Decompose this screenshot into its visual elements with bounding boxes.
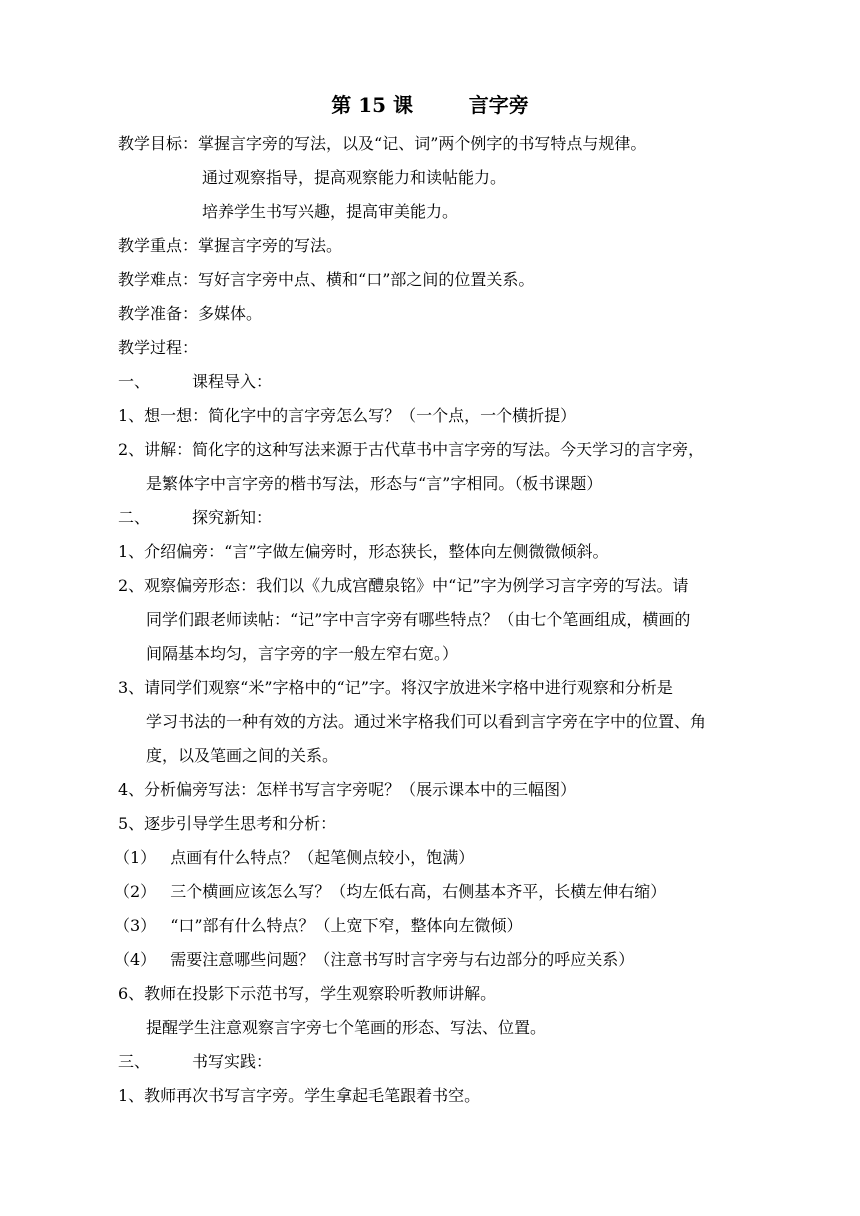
section-2-heading: [118, 508, 758, 528]
s2-item-3: 3、请同学们观察“米”字格中的“记”字。将汉字放进米字格中进行观察和分析是: [118, 678, 673, 697]
section-2-title: 探究新知：: [192, 508, 273, 527]
preparation-label: 教学准备：: [118, 304, 199, 323]
difficulty-line: [118, 270, 758, 290]
section-1-title: 课程导入：: [192, 372, 273, 391]
s2-item-2-cont-1: 同学们跟老师读帖：“记”字中言字旁有哪些特点？（由七个笔画组成，横画的: [146, 610, 691, 629]
lesson-title: 第 15 课 言字旁: [331, 93, 529, 117]
question-3-text: “口”部有什么特点？（上宽下窄，整体向左微倾）: [170, 916, 523, 935]
question-1-text: 点画有什么特点？（起笔侧点较小，饱满）: [170, 848, 475, 867]
section-3-title: 书写实践：: [192, 1052, 273, 1071]
section-2-number: 二、: [118, 508, 151, 527]
s2-item-6-cont: 提醒学生注意观察言字旁七个笔画的形态、写法、位置。: [146, 1018, 547, 1037]
s2-item-3-cont-2: 度，以及笔画之间的关系。: [146, 746, 339, 765]
section-3-number: 三、: [118, 1052, 151, 1071]
s2-item-2: 2、观察偏旁形态：我们以《九成宫醴泉铭》中“记”字为例学习言字旁的写法。请: [118, 576, 689, 595]
s1-item-2: 2、讲解：简化字的这种写法来源于古代草书中言字旁的写法。今天学习的言字旁，: [118, 440, 705, 459]
question-1: [114, 848, 754, 868]
focus-label: 教学重点：: [118, 236, 199, 255]
question-2: [114, 882, 754, 902]
question-3-number: （3）: [114, 916, 157, 935]
difficulty-text: 写好言字旁中点、横和“口”部之间的位置关系。: [198, 270, 535, 289]
question-4-text: 需要注意哪些问题？（注意书写时言字旁与右边部分的呼应关系）: [170, 950, 635, 969]
s2-item-1: 1、介绍偏旁：“言”字做左偏旁时，形态狭长，整体向左侧微微倾斜。: [118, 542, 609, 561]
section-1-heading: [118, 372, 758, 392]
question-2-number: （2）: [114, 882, 157, 901]
s2-item-5: 5、逐步引导学生思考和分析：: [118, 814, 337, 833]
objectives-text-1: 掌握言字旁的写法，以及“记、词”两个例字的书写特点与规律。: [198, 134, 647, 153]
preparation-line: [118, 304, 758, 324]
s2-item-3-cont-1: 学习书法的一种有效的方法。通过米字格我们可以看到言字旁在字中的位置、角: [146, 712, 707, 731]
focus-line: [118, 236, 758, 256]
process-label: 教学过程：: [118, 338, 199, 357]
s1-item-2-cont: 是繁体字中言字旁的楷书写法，形态与“言”字相同。（板书课题）: [146, 474, 603, 493]
objectives-text-2: 通过观察指导，提高观察能力和读帖能力。: [202, 168, 507, 187]
s1-item-1: 1、想一想：简化字中的言字旁怎么写？（一个点，一个横折提）: [118, 406, 577, 425]
question-3: [114, 916, 754, 936]
objectives-text-3: 培养学生书写兴趣，提高审美能力。: [202, 202, 459, 221]
s2-item-6: 6、教师在投影下示范书写，学生观察聆听教师讲解。: [118, 984, 497, 1003]
s2-item-2-cont-2: 间隔基本均匀，言字旁的字一般左窄右宽。）: [146, 644, 459, 663]
s3-item-1: 1、教师再次书写言字旁。学生拿起毛笔跟着书空。: [118, 1086, 481, 1105]
question-2-text: 三个横画应该怎么写？（均左低右高，右侧基本齐平，长横左伸右缩）: [170, 882, 667, 901]
difficulty-label: 教学难点：: [118, 270, 199, 289]
question-1-number: （1）: [114, 848, 157, 867]
question-4: [114, 950, 754, 970]
objectives-label: 教学目标：: [118, 134, 199, 153]
section-1-number: 一、: [118, 372, 151, 391]
question-4-number: （4）: [114, 950, 157, 969]
preparation-text: 多媒体。: [198, 304, 263, 323]
focus-text: 掌握言字旁的写法。: [198, 236, 343, 255]
objectives-line-1: [118, 134, 758, 154]
section-3-heading: [118, 1052, 758, 1072]
s2-item-4: 4、分析偏旁写法：怎样书写言字旁呢？（展示课本中的三幅图）: [118, 780, 577, 799]
